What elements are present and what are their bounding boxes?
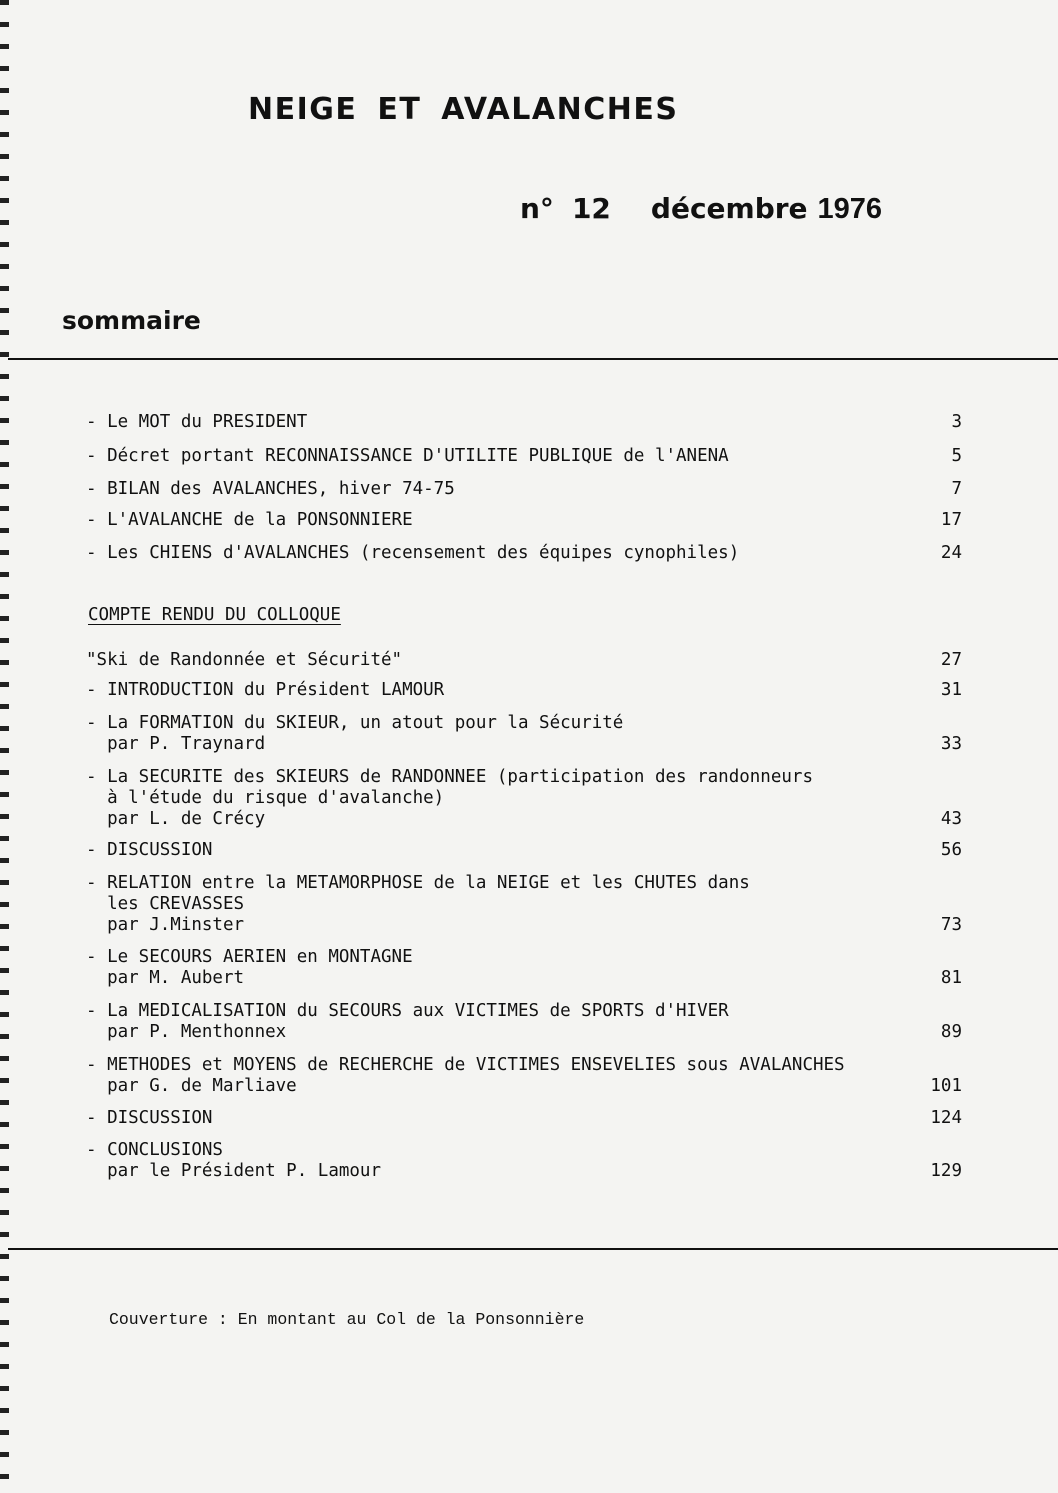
issue-number: 12: [571, 192, 611, 225]
toc-item: [86, 1108, 962, 1129]
issue-line: [520, 192, 882, 226]
toc-item-text: - CONCLUSIONS par le Président P. Lamour: [86, 1140, 382, 1181]
toc-item: [86, 1140, 962, 1182]
toc-item-text: - BILAN des AVALANCHES, hiver 74-75: [86, 479, 455, 499]
issue-number-label: n°: [520, 192, 554, 225]
toc-item-text: - DISCUSSION: [86, 1108, 213, 1128]
toc-item-text: - DISCUSSION: [86, 840, 213, 860]
journal-title: NEIGE ET AVALANCHES: [248, 92, 679, 127]
toc-item: [86, 510, 962, 531]
toc-item-text: "Ski de Randonnée et Sécurité": [86, 650, 403, 670]
toc-item: [86, 1055, 962, 1097]
top-divider: [8, 358, 1058, 360]
toc-item: [86, 1001, 962, 1043]
binding-holes: [0, 0, 9, 1493]
toc-item: [86, 479, 962, 500]
toc-item-page: 27: [940, 650, 962, 670]
toc-item-text: - Le MOT du PRESIDENT: [86, 412, 308, 432]
toc-item: [86, 947, 962, 989]
toc-item-page: 31: [940, 680, 962, 700]
toc-item-page: 43: [940, 809, 962, 829]
toc-item: [86, 543, 962, 564]
toc-item-text: - INTRODUCTION du Président LAMOUR: [86, 680, 445, 700]
toc-item: [86, 767, 962, 830]
toc-item-page: 17: [940, 510, 962, 530]
toc-item-text: - L'AVALANCHE de la PONSONNIERE: [86, 510, 413, 530]
section-heading: COMPTE RENDU DU COLLOQUE: [88, 605, 341, 625]
toc-item: [86, 873, 962, 936]
cover-caption: Couverture : En montant au Col de la Ponsonnière: [109, 1310, 585, 1329]
toc-item-text: - Les CHIENS d'AVALANCHES (recensement des équipes cynophiles): [86, 543, 740, 563]
toc-item-page: 5: [951, 446, 962, 466]
sommaire-heading: sommaire: [62, 306, 201, 335]
toc-item-page: 24: [940, 543, 962, 563]
toc-item-page: 124: [930, 1108, 962, 1128]
toc-item-page: 3: [951, 412, 962, 432]
bottom-divider: [8, 1248, 1058, 1250]
toc-item-text: - Le SECOURS AERIEN en MONTAGNE par M. Aubert: [86, 947, 413, 988]
toc-item-page: 73: [940, 915, 962, 935]
toc-item-text: - La MEDICALISATION du SECOURS aux VICTIMES de SPORTS d'HIVER par P. Menthonnex: [86, 1001, 729, 1042]
toc-item-text: - Décret portant RECONNAISSANCE D'UTILITE PUBLIQUE de l'ANENA: [86, 446, 729, 466]
toc-item-page: 129: [930, 1161, 962, 1181]
issue-month: décembre: [650, 192, 808, 225]
toc-item-page: 81: [940, 968, 962, 988]
issue-year: 1976: [817, 193, 883, 225]
toc-item-page: 7: [951, 479, 962, 499]
toc-item-page: 33: [940, 734, 962, 754]
toc-item-page: 56: [940, 840, 962, 860]
toc-item: [86, 446, 962, 467]
toc-item-page: 89: [940, 1022, 962, 1042]
toc-item-page: 101: [930, 1076, 962, 1096]
toc-item: [86, 650, 962, 671]
toc-item: [86, 840, 962, 861]
toc-item-text: - La SECURITE des SKIEURS de RANDONNEE (participation des randonneurs à l'étude du risque d'avalanche) par L. de Crécy: [86, 767, 813, 829]
toc-item-text: - RELATION entre la METAMORPHOSE de la NEIGE et les CHUTES dans les CREVASSES par J.Minster: [86, 873, 750, 935]
toc-item-text: - La FORMATION du SKIEUR, un atout pour la Sécurité par P. Traynard: [86, 713, 624, 754]
toc-item: [86, 412, 962, 433]
toc-item: [86, 713, 962, 755]
toc-item-text: - METHODES et MOYENS de RECHERCHE de VICTIMES ENSEVELIES sous AVALANCHES par G. de Marliave: [86, 1055, 845, 1096]
toc-item: [86, 680, 962, 701]
